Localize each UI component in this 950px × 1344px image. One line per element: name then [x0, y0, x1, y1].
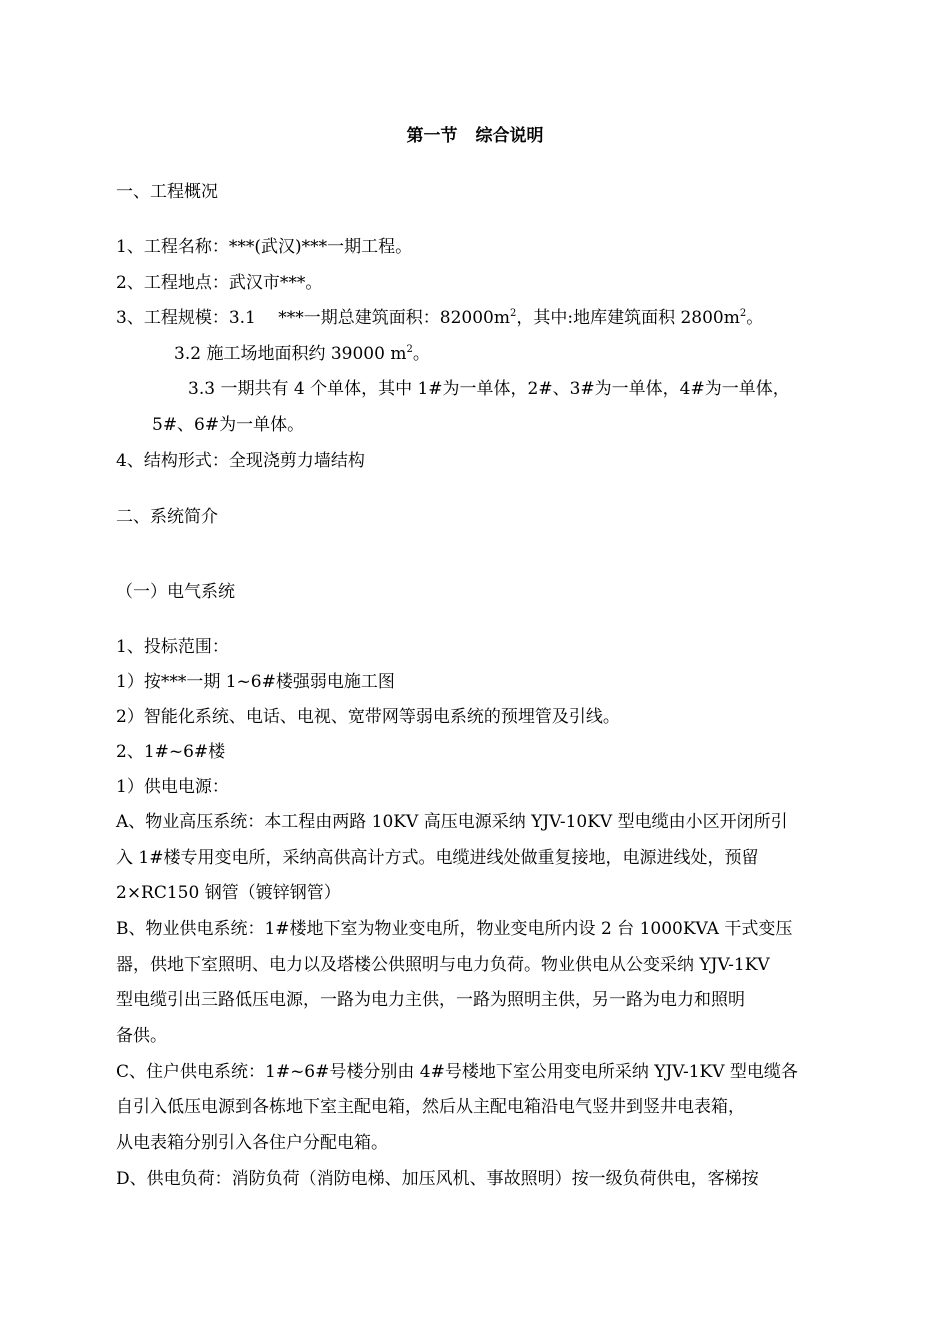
project-name-line: 1、工程名称：***(武汉)***一期工程。 [116, 237, 413, 257]
heading-system-intro: 二、系统简介 [116, 507, 218, 527]
bid-scope-heading: 1、投标范围： [116, 637, 229, 657]
project-location-line: 2、工程地点：武汉市***。 [116, 273, 323, 293]
power-source-heading: 1）供电电源： [116, 777, 229, 797]
paragraph-c-line-3: 从电表箱分别引入各住户分配电箱。 [116, 1133, 388, 1153]
bid-scope-item-1: 1）按***一期 1~6#楼强弱电施工图 [116, 672, 395, 692]
structure-form-line: 4、结构形式：全现浇剪力墙结构 [116, 451, 365, 471]
heading-project-overview: 一、工程概况 [116, 182, 218, 202]
paragraph-b-line-1: B、物业供电系统：1#楼地下室为物业变电所，物业变电所内设 2 台 1000KVA 干式变压 [116, 919, 793, 939]
project-scale-line: 3、工程规模：3.1 ***一期总建筑面积：$82000m^2$，其中:地库建筑面积 $2800m^2$。 [116, 308, 764, 328]
unit-count-line: 3.3 一期共有 4 个单体，其中 1#为一单体，2#、3#为一单体，4#为一单体， [188, 379, 790, 399]
paragraph-b-line-3: 型电缆引出三路低压电源，一路为电力主供，一路为照明主供，另一路为电力和照明 [116, 990, 745, 1010]
paragraph-b-line-4: 备供。 [116, 1026, 167, 1046]
paragraph-c-line-2: 自引入低压电源到各栋地下室主配电箱，然后从主配电箱沿电气竖井到竖井电表箱， [116, 1097, 745, 1117]
paragraph-c-line-1: C、住户供电系统：1#~6#号楼分别由 4#号楼地下室公用变电所采纳 YJV-1KV 型电缆各 [116, 1062, 798, 1082]
paragraph-b-line-2: 器，供地下室照明、电力以及塔楼公供照明与电力负荷。物业供电从公变采纳 YJV-1KV [116, 955, 770, 975]
bid-scope-item-2: 2）智能化系统、电话、电视、宽带网等弱电系统的预埋管及引线。 [116, 707, 620, 727]
paragraph-a-line-2: 入 1#楼专用变电所，采纳高供高计方式。电缆进线处做重复接地，电源进线处，预留 [116, 848, 759, 868]
section-title [0, 126, 950, 146]
site-area-line: 3.2 施工场地面积约 39000 $m^2$。 [174, 344, 430, 364]
paragraph-d-line-1: D、供电负荷：消防负荷（消防电梯、加压风机、事故照明）按一级负荷供电，客梯按 [116, 1169, 759, 1189]
paragraph-a-line-1: A、物业高压系统：本工程由两路 10KV 高压电源采纳 YJV-10KV 型电缆由小区开闭所引 [116, 812, 788, 832]
buildings-heading: 2、1#~6#楼 [116, 742, 226, 762]
section-title-number: 第一节 [406, 126, 458, 146]
heading-electrical-system: （一）电气系统 [116, 582, 235, 602]
paragraph-a-line-3: 2×RC150 钢管（镀锌钢管） [116, 883, 341, 903]
section-title-text: 综合说明 [475, 126, 544, 146]
unit-count-line-cont: 5#、6#为一单体。 [152, 415, 305, 435]
